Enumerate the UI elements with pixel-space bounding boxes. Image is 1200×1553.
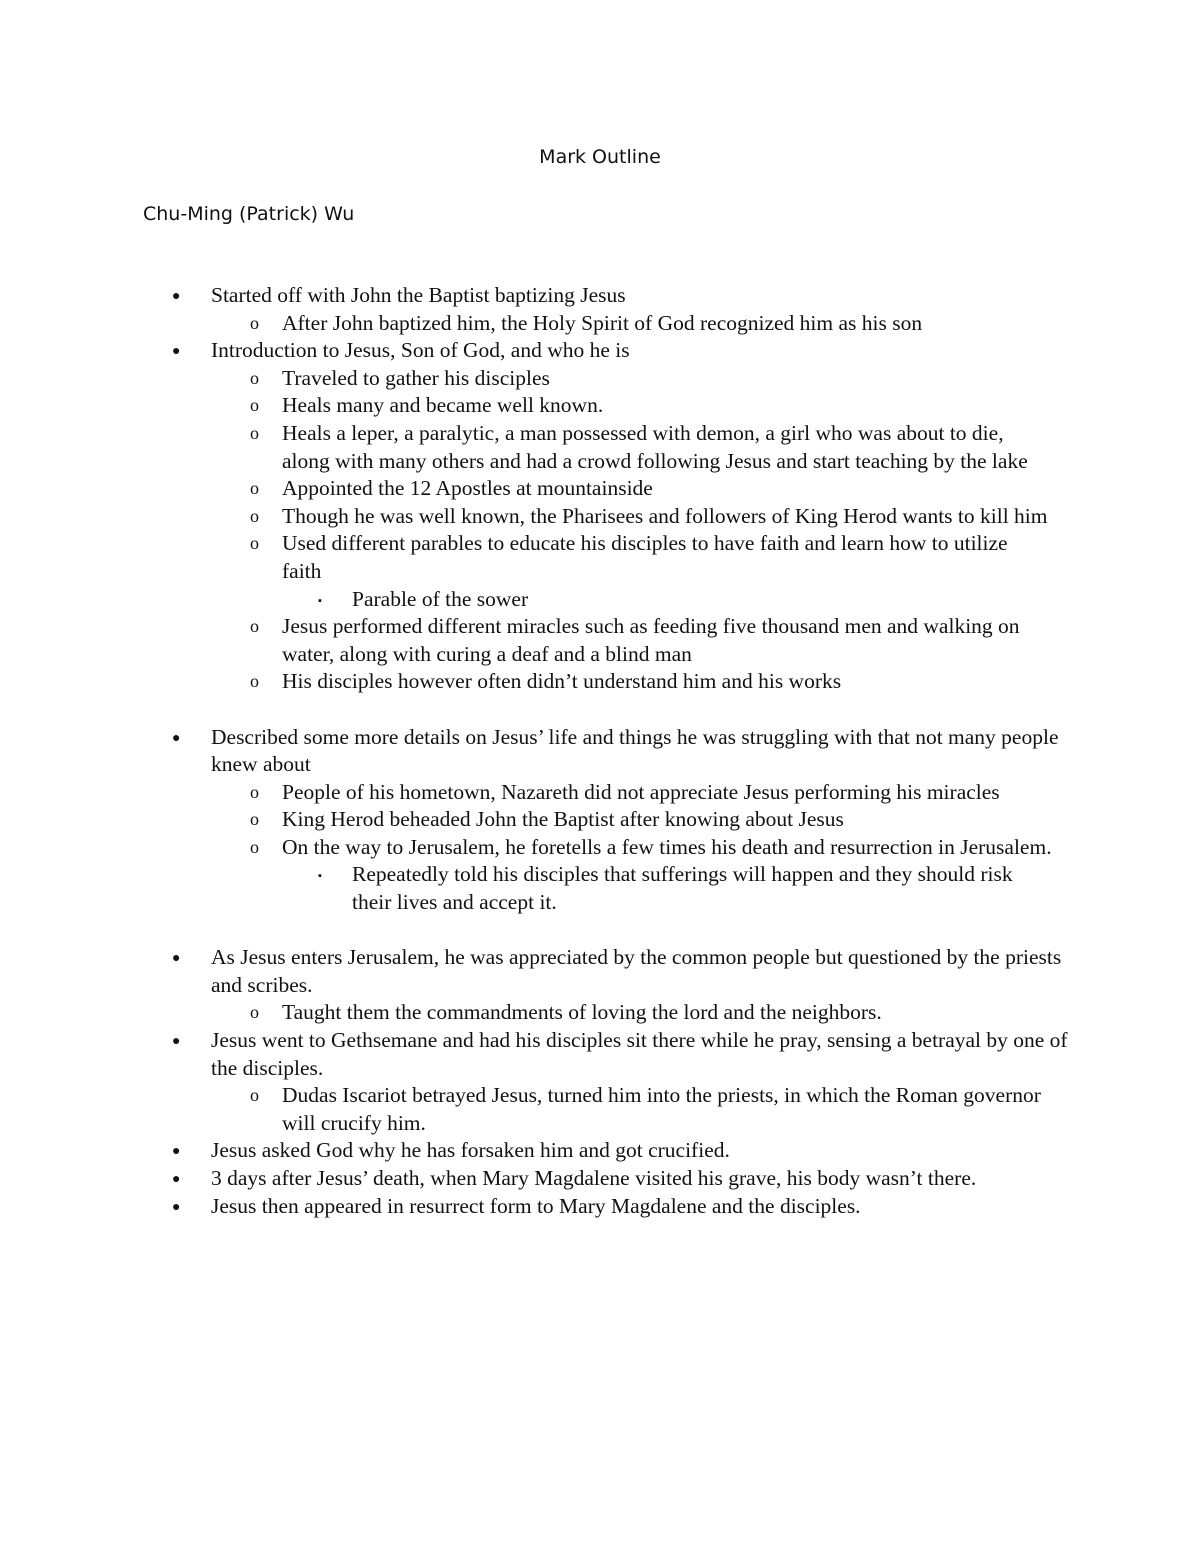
outline-item [0,944,1071,999]
outline-subitem [0,834,1052,862]
outline-item-text: 3 days after Jesus’ death, when Mary Magdalene visited his grave, his body wasn’t there. [211,1166,977,1190]
author-name: Chu-Ming (Patrick) Wu [143,203,355,225]
outline-item-text: Parable of the sower [352,586,529,611]
outline-item-text: Appointed the 12 Apostles at mountainside [282,476,653,501]
outline-subitem [0,999,1052,1027]
outline-subitem [0,365,1052,393]
outline-item-text: As Jesus enters Jerusalem, he was appreciated by the common people but questioned by the priests and scribes. [211,945,1062,997]
outline-subitem [0,613,1052,668]
bullet-disc-icon: ● [172,1144,181,1160]
outline-item-text: Traveled to gather his disciples [282,365,550,390]
outline-item-text: After John baptized him, the Holy Spirit of God recognized him as his son [282,310,923,335]
outline-item-text: On the way to Jerusalem, he foretells a few times his death and resurrection in Jerusalem. [282,834,1052,859]
bullet-disc-icon: ● [172,730,181,746]
outline-item [0,1137,1071,1165]
bullet-disc-icon: ● [172,1199,181,1215]
outline-item-text: Used different parables to educate his disciples to have faith and learn how to utilize faith [282,531,1008,583]
outline-item-text: His disciples however often didn’t understand him and his works [282,669,842,694]
bullet-circle-icon: o [250,781,259,802]
bullet-circle-icon: o [250,533,259,554]
outline-item [0,724,1071,779]
bullet-circle-icon: o [250,1085,259,1106]
outline-item [0,1193,1071,1221]
bullet-circle-icon: o [250,395,259,416]
outline-subitem [0,668,1052,696]
outline-subsubitem [0,861,1052,916]
outline-item [0,337,1071,365]
outline-item-text: Heals a leper, a paralytic, a man possessed with demon, a girl who was about to die, along with many others and had a crowd following Jesus and start teaching by the lake [282,420,1028,473]
outline-item-text: People of his hometown, Nazareth did not appreciate Jesus performing his miracles [282,779,1000,804]
outline-item [0,1165,1071,1193]
outline-subsubitem [0,586,1052,614]
outline-item-text: Started off with John the Baptist baptizing Jesus [211,283,626,307]
bullet-circle-icon: o [250,616,259,637]
outline-subitem [0,310,1052,338]
outline-item-text: Jesus performed different miracles such as feeding five thousand men and walking on water, along with curing a deaf and a blind man [282,614,1020,666]
bullet-square-icon: ▪ [318,870,322,883]
bullet-disc-icon: ● [172,1034,181,1050]
outline-item-text: Described some more details on Jesus’ life and things he was struggling with that not many people knew about [211,724,1059,777]
outline-item-text: Though he was well known, the Pharisees and followers of King Herod wants to kill him [282,503,1048,528]
outline-item-text: Dudas Iscariot betrayed Jesus, turned him into the priests, in which the Roman governor will crucify him. [282,1083,1041,1135]
outline-item-text: Repeatedly told his disciples that sufferings will happen and they should risk their lives and accept it. [352,862,1013,915]
outline-item-text: Jesus went to Gethsemane and had his disciples sit there while he pray, sensing a betrayal by one of the disciples. [211,1028,1068,1080]
bullet-circle-icon: o [250,505,259,526]
bullet-circle-icon: o [250,1002,259,1023]
bullet-disc-icon: ● [172,1172,181,1187]
bullet-disc-icon: ● [172,344,181,360]
bullet-circle-icon: o [250,478,259,499]
outline-item-text: King Herod beheaded John the Baptist after knowing about Jesus [282,807,844,832]
outline-list [0,282,1200,1220]
outline-subitem [0,420,1052,475]
bullet-circle-icon: o [250,809,259,830]
outline-item-text: Heals many and became well known. [282,393,604,418]
bullet-disc-icon: ● [172,951,181,967]
bullet-circle-icon: o [250,671,259,692]
outline-item [0,282,1071,310]
outline-item-text: Jesus asked God why he has forsaken him and got crucified. [211,1138,730,1163]
outline-subitem [0,503,1052,531]
outline-subitem [0,779,1052,807]
outline-item-text: Introduction to Jesus, Son of God, and who he is [211,338,630,363]
outline-subitem [0,475,1052,503]
outline-subitem [0,806,1052,834]
outline-item [0,1027,1071,1082]
bullet-square-icon: ▪ [318,594,322,607]
blank-line [0,696,1200,724]
bullet-circle-icon: o [250,422,259,443]
bullet-circle-icon: o [250,312,259,333]
bullet-disc-icon: ● [172,289,181,304]
outline-subitem [0,392,1052,420]
page-title: Mark Outline [539,146,661,168]
outline-subitem [0,530,1052,585]
blank-line [0,917,1200,945]
outline-item-text: Taught them the commandments of loving the lord and the neighbors. [282,1000,882,1025]
outline-item-text: Jesus then appeared in resurrect form to Mary Magdalene and the disciples. [211,1193,861,1218]
outline-subitem [0,1082,1052,1137]
bullet-circle-icon: o [250,836,259,857]
bullet-circle-icon: o [250,367,259,388]
